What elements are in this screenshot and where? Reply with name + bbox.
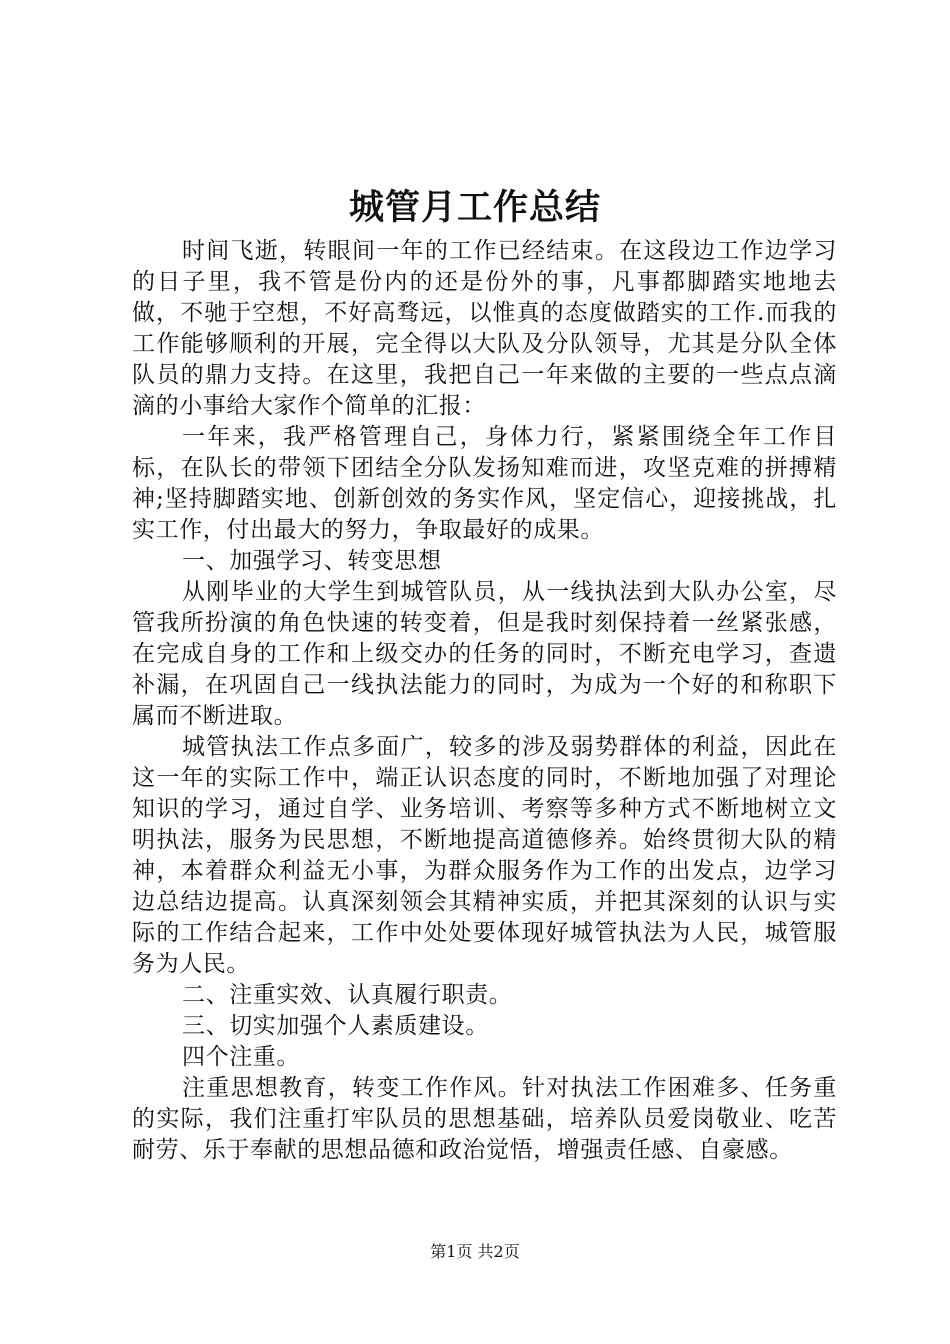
paragraph: 时间飞逝，转眼间一年的工作已经结束。在这段边工作边学习的日子里，我不管是份内的还是份外的事，凡事都脚踏实地地去做，不驰于空想，不好高骛远，以惟真的态度做踏实的工作.而我的工作能够顺利的开展，完全得以大队及分队领导，尤其是分队全体队员的鼎力支持。在这里，我把自己一年来做的主要的一些点点滴滴的小事给大家作个简单的汇报： xyxy=(132,238,837,419)
paragraph: 从刚毕业的大学生到城管队员，从一线执法到大队办公室，尽管我所扮演的角色快速的转变着，但是我时刻保持着一丝紧张感，在完成自身的工作和上级交办的任务的同时，不断充电学习，查遗补漏，在巩固自己一线执法能力的同时，为成为一个好的和称职下属而不断进取。 xyxy=(132,579,837,729)
section-heading: 三、切实加强个人素质建设。 xyxy=(182,1013,489,1039)
section-heading: 四个注重。 xyxy=(182,1044,300,1070)
section-heading: 二、注重实效、认真履行职责。 xyxy=(182,982,513,1008)
page-number-footer: 第1页 共2页 xyxy=(430,1242,520,1261)
paragraph: 一年来，我严格管理自己，身体力行，紧紧围绕全年工作目标，在队长的带领下团结全分队发扬知难而进，攻坚克难的拼搏精神;坚持脚踏实地、创新创效的务实作风，坚定信心，迎接挑战，扎实工作，付出最大的努力，争取最好的成果。 xyxy=(132,424,837,543)
document-title: 城管月工作总结 xyxy=(348,187,601,228)
paragraph: 注重思想教育，转变工作作风。针对执法工作困难多、任务重的实际，我们注重打牢队员的思想基础，培养队员爱岗敬业、吃苦耐劳、乐于奉献的思想品德和政治觉悟，增强责任感、自豪感。 xyxy=(132,1075,837,1163)
document-body xyxy=(132,236,837,1166)
section-heading: 一、加强学习、转变思想 xyxy=(182,548,442,574)
paragraph: 城管执法工作点多面广，较多的涉及弱势群体的利益，因此在这一年的实际工作中，端正认识态度的同时，不断地加强了对理论知识的学习，通过自学、业务培训、考察等多种方式不断地树立文明执法，服务为民思想，不断地提高道德修养。始终贯彻大队的精神，本着群众利益无小事，为群众服务作为工作的出发点，边学习边总结边提高。认真深刻领会其精神实质，并把其深刻的认识与实际的工作结合起来，工作中处处要体现好城管执法为人民，城管服务为人民。 xyxy=(132,734,837,977)
